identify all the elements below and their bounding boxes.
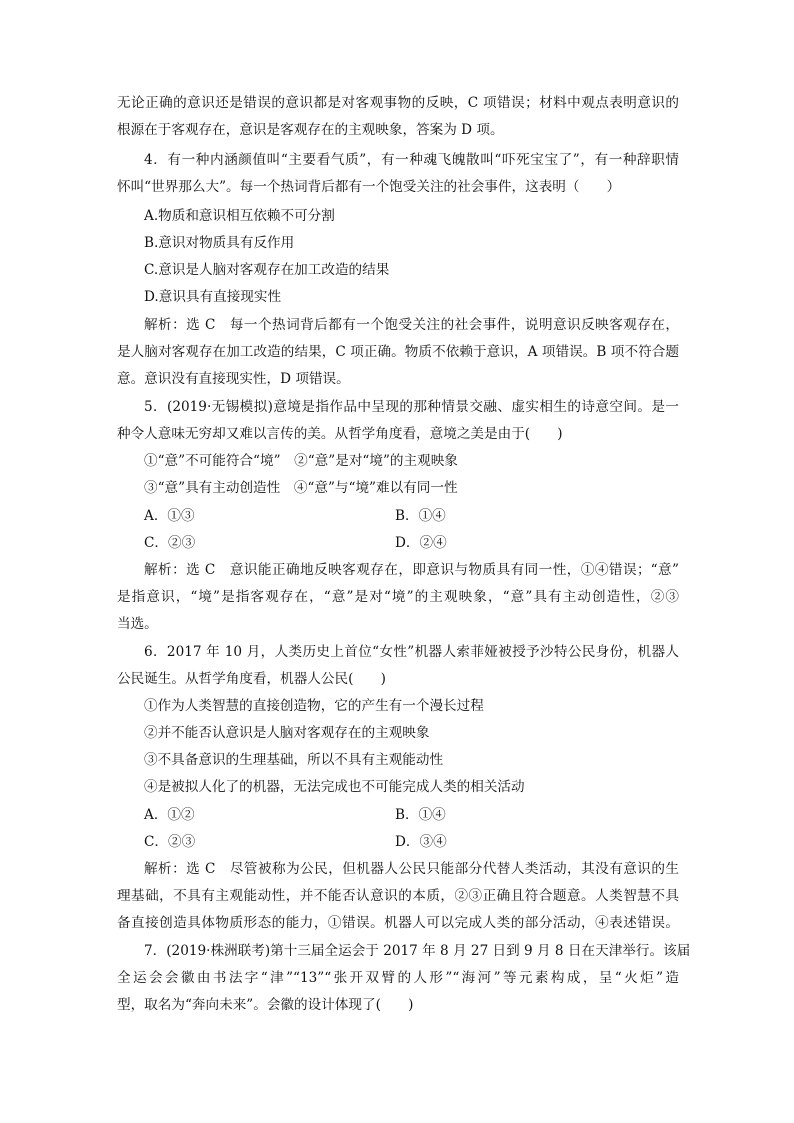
statement-pair: ①“意”不可能符合“境” ②“意”是对“境”的主观映象 <box>144 453 458 469</box>
question-7-stem: 全运会会徽由书法字“津”“13”“张开双臂的人形”“海河”等元素构成，呈“火炬”造 <box>117 970 679 986</box>
question-6-stem: 公民诞生。从哲学角度看，机器人公民( ) <box>117 671 386 687</box>
option-a: A．①③ <box>144 508 195 524</box>
text-line: 根源在于客观存在，意识是客观存在的主观映象，答案为 D 项。 <box>117 122 504 138</box>
question-7-stem: 型，取名为“奔向未来”。会徽的设计体现了( ) <box>117 997 414 1013</box>
analysis-4: 是人脑对客观存在加工改造的结果，C 项正确。物质不依赖于意识，A 项错误。B 项不符合题 <box>117 344 679 360</box>
analysis-5: 解析：选 C 意识能正确地反映客观存在，即意识与物质具有同一性，①④错误；“意” <box>144 562 679 578</box>
option-d: D．③④ <box>395 834 447 850</box>
question-4-stem: 怀叫“世界那么大”。每一个热词背后都有一个饱受关注的社会事件，这表明（ ） <box>117 179 621 195</box>
question-6-stem: 6．2017 年 10 月，人类历史上首位“女性”机器人索菲娅被授予沙特公民身份，机器人 <box>144 644 679 660</box>
option-b: B.意识对物质具有反作用 <box>144 235 295 251</box>
option-b: B．①④ <box>395 508 446 524</box>
statement-3: ③不具备意识的生理基础，所以不具有主观能动性 <box>144 752 444 768</box>
option-b: B．①④ <box>395 807 446 823</box>
analysis-6: 理基础，不具有主观能动性，并不能否认意识的本质，②③正确且符合题意。人类智慧不具 <box>117 888 679 904</box>
analysis-4: 解析：选 C 每一个热词背后都有一个饱受关注的社会事件，说明意识反映客观存在， <box>144 317 679 333</box>
option-a: A．①② <box>144 807 195 823</box>
analysis-6: 备直接创造具体物质形态的能力，①错误。机器人可以完成人类的部分活动，④表述错误。 <box>117 915 679 931</box>
analysis-5: 当选。 <box>117 616 158 632</box>
analysis-6: 解析：选 C 尽管被称为公民，但机器人公民只能部分代替人类活动，其没有意识的生 <box>144 861 679 877</box>
option-d: D.意识具有直接现实性 <box>144 289 282 305</box>
question-7-stem: 7．(2019·株洲联考)第十三届全运会于 2017 年 8 月 27 日到 9 月 8 日在天津举行。该届 <box>144 943 691 959</box>
statement-4: ④是被拟人化了的机器，无法完成也不可能完成人类的相关活动 <box>144 779 525 795</box>
option-d: D．②④ <box>395 535 447 551</box>
text-line: 无论正确的意识还是错误的意识都是对客观事物的反映，C 项错误；材料中观点表明意识的 <box>117 95 679 111</box>
option-a: A.物质和意识相互依赖不可分割 <box>144 208 335 224</box>
analysis-5: 是指意识，“境”是指客观存在，“意”是对“境”的主观映象，“意”具有主动创造性，②③ <box>117 589 679 605</box>
option-c: C.意识是人脑对客观存在加工改造的结果 <box>144 262 390 278</box>
option-c: C．②③ <box>144 535 196 551</box>
question-4-stem: 4．有一种内涵颜值叫“主要看气质”，有一种魂飞魄散叫“吓死宝宝了”，有一种辞职情 <box>144 152 679 168</box>
analysis-4: 意。意识没有直接现实性，D 项错误。 <box>117 371 350 387</box>
statement-pair: ③“意”具有主动创造性 ④“意”与“境”难以有同一性 <box>144 480 458 496</box>
statement-1: ①作为人类智慧的直接创造物，它的产生有一个漫长过程 <box>144 698 484 714</box>
question-5-stem: 种令人意味无穷却又难以言传的美。从哲学角度看，意境之美是由于( ) <box>117 426 563 442</box>
question-5-stem: 5．(2019·无锡模拟)意境是指作品中呈现的那种情景交融、虚实相生的诗意空间。是一 <box>144 399 679 415</box>
statement-2: ②并不能否认意识是人脑对客观存在的主观映象 <box>144 725 430 741</box>
option-c: C．②③ <box>144 834 196 850</box>
